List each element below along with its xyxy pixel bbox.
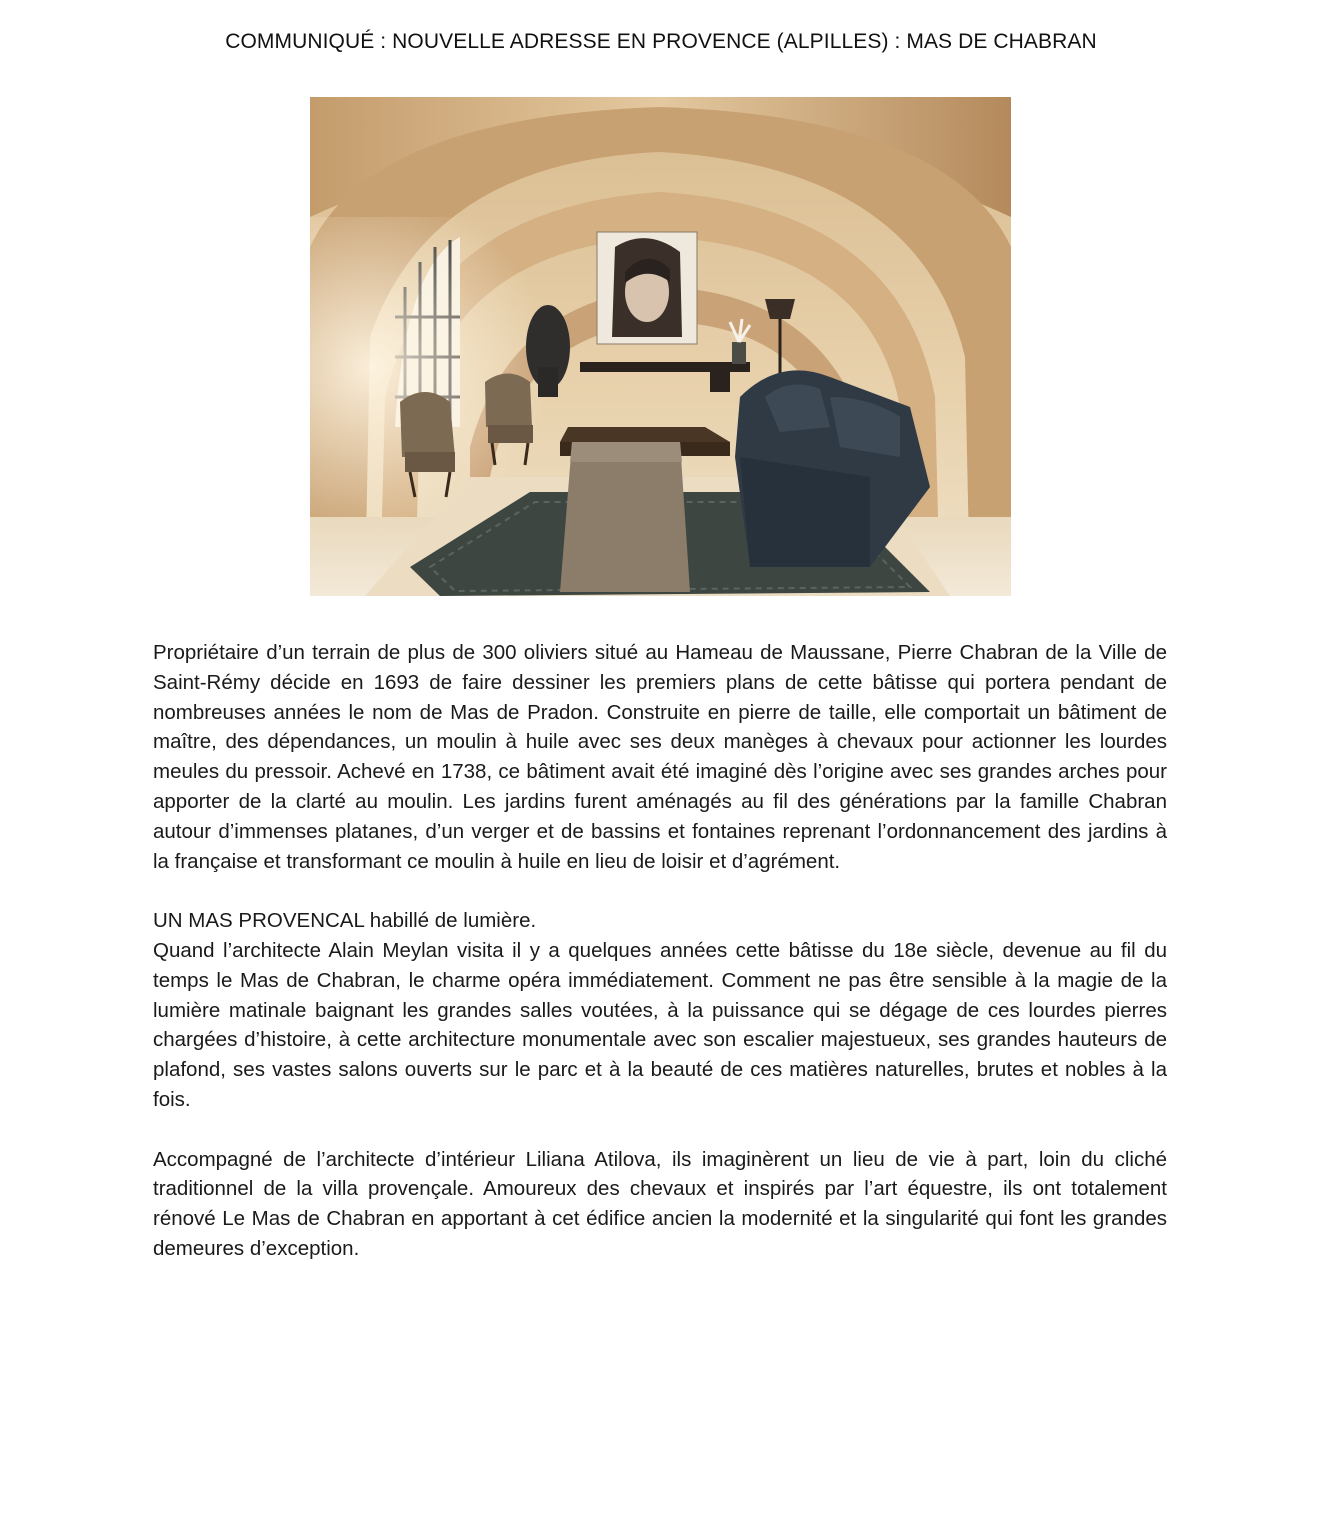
paragraph-renovation: Accompagné de l’architecte d’intérieur Liliana Atilova, ils imaginèrent un lieu de vie à part, loin du cliché traditionnel de la villa provençale. Amoureux des chevaux et inspirés par l’art équestre, ils ont totalement rénové Le Mas de Chabran en apportant à cet édifice ancien la modernité et la singularité qui font les grandes demeures d’exception. <box>153 1147 1167 1260</box>
page-title: COMMUNIQUÉ : NOUVELLE ADRESSE EN PROVENCE (ALPILLES) : MAS DE CHABRAN <box>225 30 1097 53</box>
vaulted-room-illustration <box>310 97 1011 596</box>
pouf <box>560 442 690 592</box>
paragraph-architect: Quand l’architecte Alain Meylan visita il y a quelques années cette bâtisse du 18e siècle, devenue au fil du temps le Mas de Chabran, le charme opéra immédiatement. Comment ne pas être sensible à la magie de la lumière matinale baignant les grandes salles voutées, à la puissance qui se dégage de ces lourdes pierres chargées d’histoire, à cette architecture monumentale avec son escalier majestueux, ses grandes hauteurs de plafond, ses vastes salons ouverts sur le parc et à la beauté de ces matières naturelles, brutes et nobles à la fois. <box>153 938 1167 1111</box>
paragraph-history: Propriétaire d’un terrain de plus de 300 oliviers situé au Hameau de Maussane, Pierre Chabran de la Ville de Saint-Rémy décide en 1693 de faire dessiner les premiers plans de cette bâtisse qui portera pendant de nombreuses années le nom de Mas de Pradon. Construite en pierre de taille, elle comportait un bâtiment de maître, des dépendances, un moulin à huile avec ses deux manèges à chevaux pour actionner les lourdes meules du pressoir. Achevé en 1738, ce bâtiment avait été imaginé dès l’origine avec ses grandes arches pour apporter de la clarté au moulin. Les jardins furent aménagés au fil des générations par la famille Chabran autour d’immenses platanes, d’un verger et de bassins et fontaines reprenant l’ordonnancement des jardins à la française et transformant ce moulin à huile en lieu de loisir et d’agrément. <box>153 641 1167 873</box>
coffee-table <box>560 427 730 442</box>
floor-lamp <box>765 299 795 319</box>
vase <box>732 342 746 364</box>
section-heading: UN MAS PROVENCAL habillé de lumière. <box>153 909 537 933</box>
interior-photo <box>310 97 1011 596</box>
article-body <box>153 638 1167 1264</box>
console-table <box>580 362 750 372</box>
